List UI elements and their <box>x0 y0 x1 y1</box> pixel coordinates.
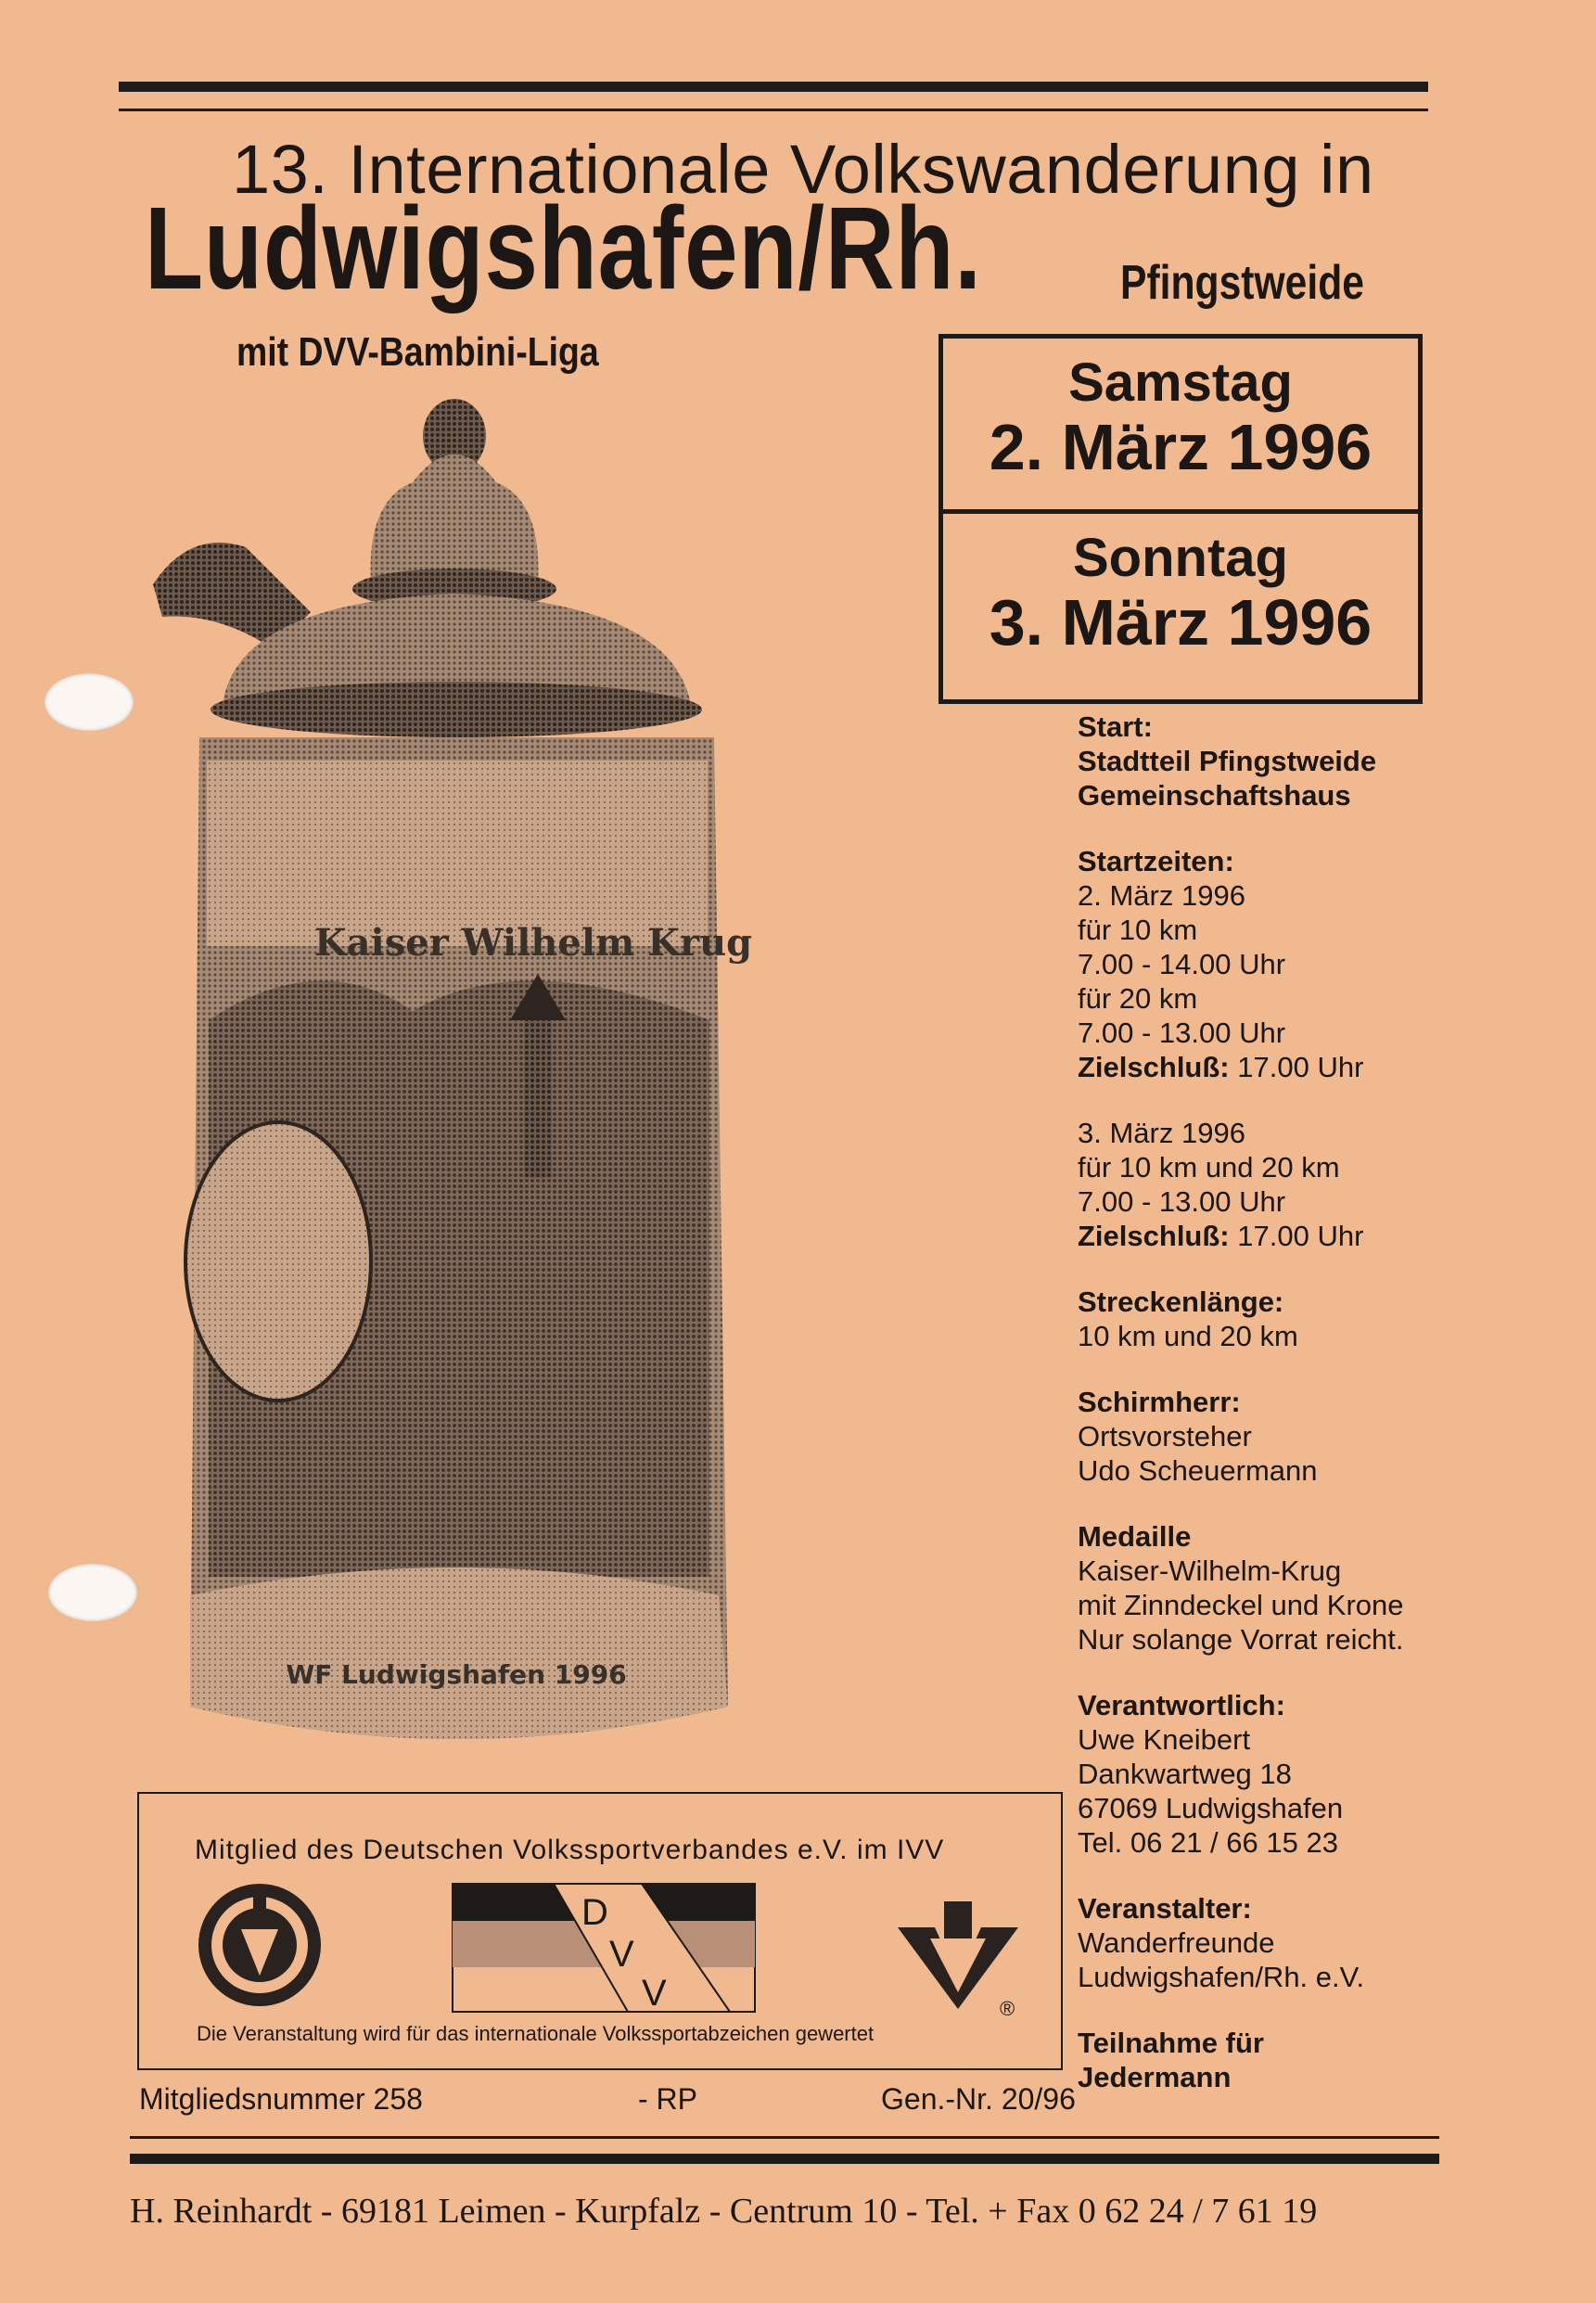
verantwortlich-line: Dankwartweg 18 <box>1078 1758 1292 1790</box>
day-label: Sonntag <box>1073 528 1288 588</box>
imprint: H. Reinhardt - 69181 Leimen - Kurpfalz - Centrum 10 - Tel. + Fax 0 62 24 / 7 61 19 <box>130 2192 1318 2231</box>
date-label: 2. März 1996 <box>989 411 1373 483</box>
zielschluss-time: 17.00 Uhr <box>1237 1220 1364 1252</box>
strecke-section <box>1078 1285 1560 1353</box>
event-title: Ludwigshafen/Rh. <box>145 183 982 313</box>
bottom-rule-thin <box>130 2136 1439 2139</box>
event-pretitle: 13. Internationale Volkswanderung in <box>232 131 1374 208</box>
veranstalter-line: Ludwigshafen/Rh. e.V. <box>1078 1961 1365 1993</box>
schirmherr-line: Udo Scheuermann <box>1078 1454 1318 1487</box>
start-line: Stadtteil Pfingstweide <box>1078 745 1377 777</box>
dvv-logo <box>452 1883 756 2013</box>
startzeiten-day2-section <box>1078 1116 1560 1253</box>
top-rule-thick <box>119 82 1428 92</box>
medaille-line: Nur solange Vorrat reicht. <box>1078 1623 1404 1656</box>
start-section <box>1078 710 1560 812</box>
date-box-saturday <box>938 334 1423 514</box>
event-subtitle: mit DVV-Bambini-Liga <box>236 329 599 375</box>
startzeiten-line: 7.00 - 13.00 Uhr <box>1078 1017 1286 1049</box>
verantwortlich-section <box>1078 1688 1560 1860</box>
ivv-logo <box>893 1900 1023 2020</box>
top-rule-thin <box>119 109 1428 111</box>
verantwortlich-line: 67069 Ludwigshafen <box>1078 1792 1344 1824</box>
start-line: Gemeinschaftshaus <box>1078 779 1351 812</box>
district-name: Pfingstweide <box>1120 256 1364 310</box>
startzeiten-line: 2. März 1996 <box>1078 879 1245 912</box>
dvv-letter: V <box>642 1973 667 2013</box>
start-label: Start: <box>1078 710 1153 743</box>
membership-title: Mitglied des Deutschen Volkssportverbandes e.V. im IVV <box>195 1835 945 1865</box>
member-number: Mitgliedsnummer 258 <box>139 2082 423 2116</box>
medaille-section <box>1078 1519 1560 1657</box>
punch-hole-top <box>45 673 134 731</box>
strecke-label: Streckenlänge: <box>1078 1286 1284 1318</box>
membership-note: Die Veranstaltung wird für das internationale Volkssportabzeichen gewertet <box>197 2022 875 2045</box>
startzeiten-line: für 10 km und 20 km <box>1078 1151 1340 1183</box>
zielschluss-line <box>1078 1050 1560 1084</box>
zielschluss-label: Zielschluß: <box>1078 1220 1230 1252</box>
startzeiten-line: 3. März 1996 <box>1078 1117 1245 1149</box>
stein-base-text: WF Ludwigshafen 1996 <box>286 1659 627 1690</box>
zielschluss-line <box>1078 1219 1560 1253</box>
veranstalter-line: Wanderfreunde <box>1078 1926 1275 1959</box>
dvv-letter: V <box>609 1934 634 1975</box>
event-info-column <box>1078 710 1560 2094</box>
startzeiten-line: 7.00 - 14.00 Uhr <box>1078 948 1286 980</box>
day-label: Samstag <box>1068 352 1293 413</box>
volkssport-medal-logo <box>190 1878 329 2013</box>
verantwortlich-label: Verantwortlich: <box>1078 1689 1285 1721</box>
schirmherr-label: Schirmherr: <box>1078 1386 1241 1418</box>
schirmherr-line: Ortsvorsteher <box>1078 1420 1252 1452</box>
verantwortlich-line: Tel. 06 21 / 66 15 23 <box>1078 1826 1338 1859</box>
startzeiten-line: für 20 km <box>1078 982 1198 1015</box>
medaille-label: Medaille <box>1078 1520 1192 1553</box>
date-label: 3. März 1996 <box>989 586 1373 659</box>
startzeiten-line: für 10 km <box>1078 914 1198 946</box>
startzeiten-line: 7.00 - 13.00 Uhr <box>1078 1185 1286 1218</box>
startzeiten-day1-section <box>1078 844 1560 1084</box>
permit-number: Gen.-Nr. 20/96 <box>881 2082 1076 2116</box>
teilnahme-section <box>1078 2026 1560 2094</box>
stein-band-text: Kaiser Wilhelm Krug <box>313 921 753 965</box>
date-box-sunday <box>938 509 1423 704</box>
zielschluss-time: 17.00 Uhr <box>1237 1051 1364 1083</box>
medaille-line: Kaiser-Wilhelm-Krug <box>1078 1555 1342 1587</box>
startzeiten-label: Startzeiten: <box>1078 845 1234 877</box>
teilnahme-line: Teilnahme für <box>1078 2027 1264 2059</box>
punch-hole-bottom <box>48 1564 137 1621</box>
dvv-letter: D <box>581 1892 608 1933</box>
zielschluss-label: Zielschluß: <box>1078 1051 1230 1083</box>
crown-finial <box>352 399 556 609</box>
verantwortlich-line: Uwe Kneibert <box>1078 1723 1251 1756</box>
bottom-rule-thick <box>130 2154 1439 2164</box>
beer-stein-illustration <box>134 371 839 1790</box>
schirmherr-section <box>1078 1385 1560 1488</box>
registered-mark: ® <box>1000 1997 1015 2020</box>
portrait-medallion <box>185 1122 371 1401</box>
teilnahme-line: Jedermann <box>1078 2061 1232 2093</box>
veranstalter-label: Veranstalter: <box>1078 1892 1252 1925</box>
region-code: - RP <box>638 2082 697 2116</box>
veranstalter-section <box>1078 1891 1560 1994</box>
strecke-value: 10 km und 20 km <box>1078 1320 1298 1352</box>
medaille-line: mit Zinndeckel und Krone <box>1078 1589 1404 1621</box>
